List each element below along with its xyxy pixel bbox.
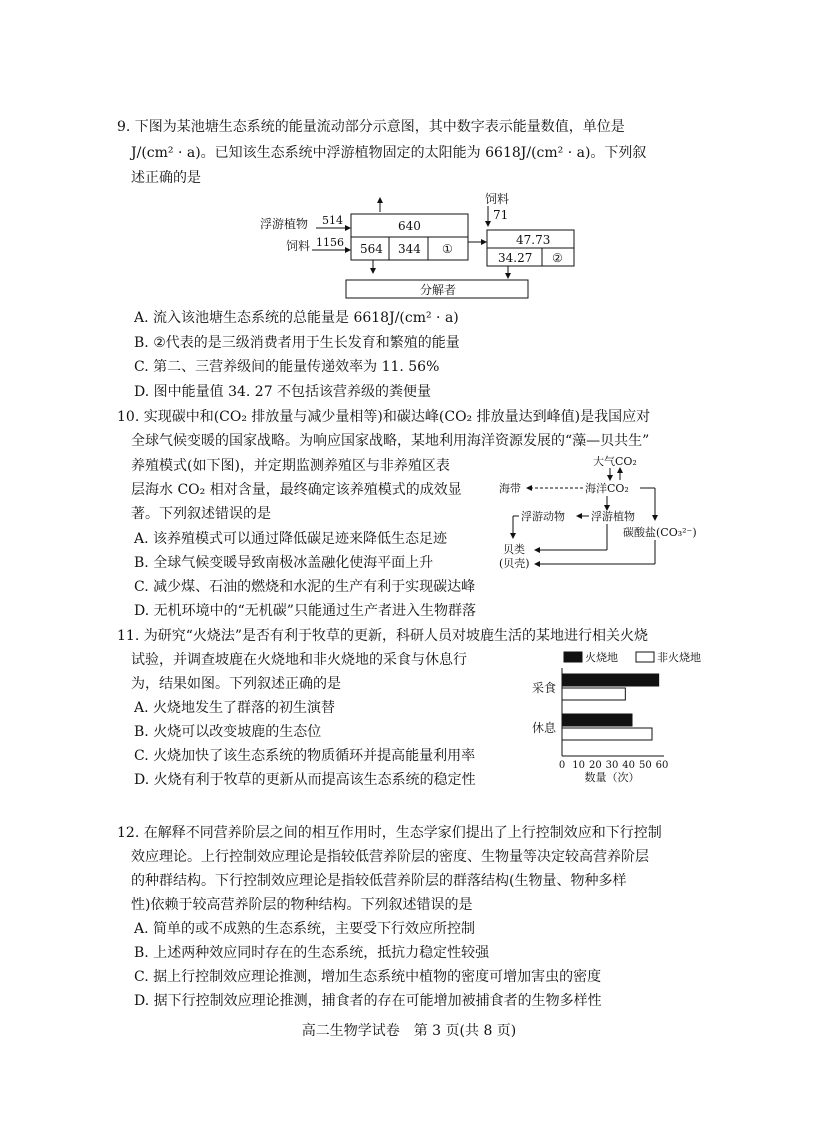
legend-label-1: 非火烧地 [657, 651, 701, 664]
q9-box-2-a: 34.27 [498, 251, 533, 265]
q10-line-4: 层海水 CO₂ 相对含量，最终确定该养殖模式的成效显 [131, 482, 462, 498]
q12-line-4: 性)依赖于较高营养阶层的物种结构。下列叙述错误的是 [131, 897, 473, 913]
q9-option-a: A. 流入该池塘生态系统的总能量是 6618J/(cm² · a) [134, 310, 459, 326]
category-label-0: 采食 [532, 681, 557, 695]
bar-采食-火烧地 [562, 674, 659, 686]
page-footer: 高二生物学试卷 第 3 页(共 8 页) [301, 1023, 517, 1039]
q9-line-1: 9. 下图为某池塘生态系统的能量流动部分示意图，其中数字表示能量数值，单位是 [117, 119, 625, 135]
q10-line-3: 养殖模式(如下图)，并定期监测养殖区与非养殖区表 [131, 458, 450, 474]
q9-plankton-label: 浮游植物 [260, 217, 309, 231]
q10-option-d: D. 无机环境中的“无机碳”只能通过生产者进入生物群落 [134, 603, 476, 619]
q10-line-5: 著。下列叙述错误的是 [131, 506, 271, 522]
q9-box-1-a: 564 [360, 242, 383, 256]
q9-feed-top-value: 71 [493, 208, 509, 222]
q10-phytoplankton: 浮游植物 [591, 510, 635, 523]
q11-option-a: A. 火烧地发生了群落的初生演替 [134, 700, 336, 716]
x-tick-6: 60 [655, 760, 669, 771]
q11-line-3: 为，结果如图。下列叙述正确的是 [131, 676, 341, 692]
q9-energy-flow-diagram [250, 188, 590, 303]
q12-option-b: B. 上述两种效应同时存在的生态系统，抵抗力稳定性较强 [134, 945, 490, 961]
q9-feed-top-label: 饲料 [485, 192, 510, 206]
q10-line-1: 10. 实现碳中和(CO₂ 排放量与减少量相等)和碳达峰(CO₂ 排放量达到峰值)是我国应对 [117, 409, 651, 425]
x-tick-5: 50 [638, 760, 652, 771]
x-tick-4: 40 [622, 760, 636, 771]
x-tick-1: 10 [572, 760, 586, 771]
legend-swatch-1 [636, 652, 654, 662]
q9-plankton-value: 514 [322, 214, 343, 227]
q12-option-d: D. 据下行控制效应理论推测，捕食者的存在可能增加被捕食者的生物多样性 [134, 993, 602, 1009]
q10-line-2: 全球气候变暖的国家战略。为响应国家战略，某地利用海洋资源发展的“藻—贝共生” [131, 433, 650, 449]
bar-休息-火烧地 [562, 714, 632, 726]
q10-ocean-co2: 海洋CO₂ [585, 482, 629, 495]
q9-box-1-top: 640 [398, 219, 421, 233]
q10-option-c: C. 减少煤、石油的燃烧和水泥的生产有利于实现碳达峰 [134, 579, 476, 595]
bar-休息-非火烧地 [562, 728, 652, 740]
q9-option-c: C. 第二、三营养级间的能量传递效率为 11. 56% [134, 359, 440, 375]
q11-line-1: 11. 为研究“火烧法”是否有利于牧草的更新，科研人员对坡鹿生活的某地进行相关火烧 [117, 628, 649, 644]
q11-bar-chart [528, 644, 708, 784]
q9-decomposer-label: 分解者 [420, 283, 457, 297]
bar-采食-非火烧地 [562, 688, 625, 700]
q9-line-2: J/(cm² · a)。已知该生态系统中浮游植物固定的太阳能为 6618J/(cm² · a)。下列叙 [131, 145, 647, 161]
q12-line-2: 效应理论。上行控制效应理论是指较低营养阶层的密度、生物量等决定较高营养阶层 [131, 849, 649, 865]
q9-box-1-c: ① [442, 242, 453, 256]
q10-option-a: A. 该养殖模式可以通过降低碳足迹来降低生态足迹 [134, 531, 448, 547]
q10-shellfish: 贝类 [503, 543, 525, 556]
q12-option-a: A. 简单的或不成熟的生态系统，主要受下行效应所控制 [134, 921, 476, 937]
q11-line-2: 试验，并调查坡鹿在火烧地和非火烧地的采食与休息行 [131, 652, 467, 668]
q10-seaweed: 海带 [499, 482, 521, 495]
category-label-1: 休息 [532, 721, 557, 735]
q9-box-2-b: ② [552, 251, 563, 265]
q9-box-2-top: 47.73 [516, 233, 551, 247]
x-tick-3: 30 [605, 760, 619, 771]
q9-option-b: B. ②代表的是三级消费者用于生长发育和繁殖的能量 [134, 335, 460, 351]
x-tick-2: 20 [588, 760, 602, 771]
q10-option-b: B. 全球气候变暖导致南极冰盖融化使海平面上升 [134, 555, 434, 571]
q9-box-1-b: 344 [398, 242, 421, 256]
q10-carbon-cycle-diagram [495, 452, 705, 577]
q12-line-3: 的种群结构。下行控制效应理论是指较低营养阶层的群落结构(生物量、物种多样 [131, 873, 627, 889]
q9-option-d: D. 图中能量值 34. 27 不包括该营养级的粪便量 [134, 384, 432, 400]
q10-atm-co2: 大气CO₂ [593, 455, 637, 468]
legend-label-0: 火烧地 [585, 651, 618, 664]
q12-option-c: C. 据上行控制效应理论推测，增加生态系统中植物的密度可增加害虫的密度 [134, 969, 602, 985]
q11-option-d: D. 火烧有利于牧草的更新从而提高该生态系统的稳定性 [134, 772, 476, 788]
q9-line-3: 述正确的是 [131, 170, 201, 186]
q10-carbonate: 碳酸盐(CO₃²⁻) [623, 526, 697, 539]
q12-line-1: 12. 在解释不同营养阶层之间的相互作用时，生态学家们提出了上行控制效应和下行控制 [117, 825, 662, 841]
q10-zooplankton: 浮游动物 [521, 510, 565, 523]
q10-shell: (贝壳) [499, 557, 530, 570]
q11-option-c: C. 火烧加快了该生态系统的物质循环并提高能量利用率 [134, 748, 476, 764]
x-tick-0: 0 [558, 760, 566, 771]
q9-feed-left-label: 饲料 [286, 239, 311, 253]
q11-option-b: B. 火烧可以改变坡鹿的生态位 [134, 724, 322, 740]
q9-feed-left-value: 1156 [316, 236, 344, 249]
x-axis-label: 数量（次） [584, 771, 640, 784]
legend-swatch-0 [564, 652, 582, 662]
